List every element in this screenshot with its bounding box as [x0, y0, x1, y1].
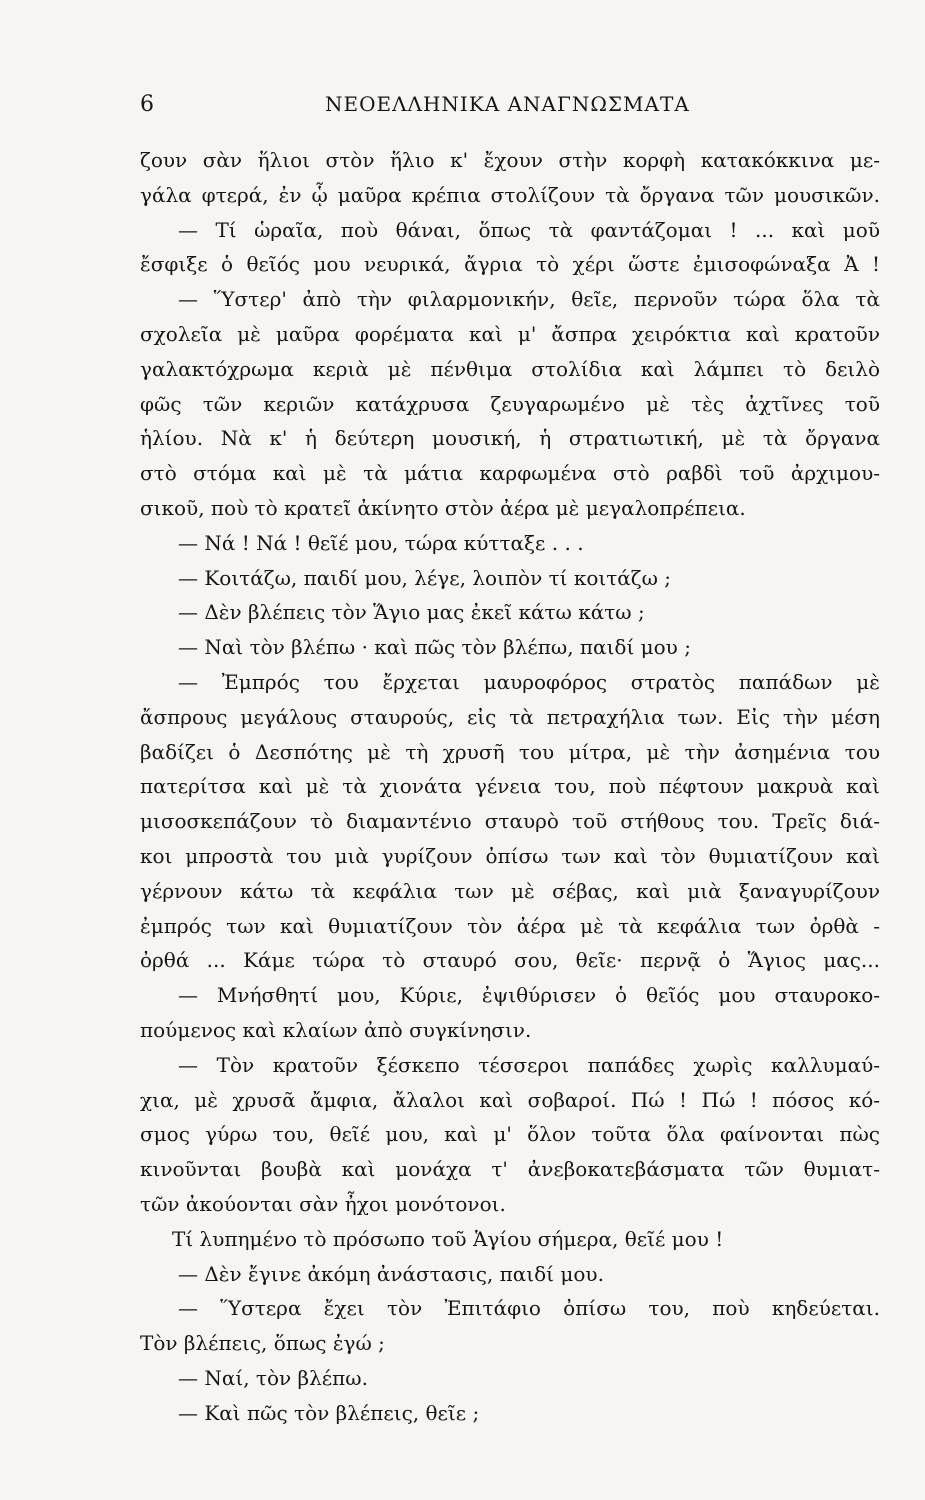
- text-line: — Τὸν κρατοῦν ξέσκεπο τέσσεροι παπάδες χωρὶς καλλυμαύ-: [178, 1052, 880, 1077]
- body-text: [140, 143, 880, 1430]
- text-line: σικοῦ, ποὺ τὸ κρατεῖ ἀκίνητο στὸν ἀέρα μὲ μεγαλοπρέπεια.: [140, 495, 746, 520]
- text-line: Τί λυπημένο τὸ πρόσωπο τοῦ Ἁγίου σήμερα, θεῖέ μου !: [172, 1226, 724, 1251]
- text-line: ἡλίου. Νὰ κ' ἡ δεύτερη μουσική, ἡ στρατιωτική, μὲ τὰ ὄργανα: [140, 426, 880, 451]
- text-line: τῶν ἀκούονται σὰν ἦχοι μονότονοι.: [140, 1191, 506, 1216]
- text-line: χια, μὲ χρυσᾶ ἄμφια, ἄλαλοι καὶ σοβαροί. Πώ ! Πώ ! πόσος κό-: [140, 1087, 880, 1112]
- text-line: — Μνήσθητί μου, Κύριε, ἐψιθύρισεν ὁ θεῖός μου σταυροκο-: [178, 983, 880, 1008]
- text-line: ἔσφιξε ὁ θεῖός μου νευρικά, ἄγρια τὸ χέρι ὥστε ἐμισοφώναξα Ἀ !: [140, 252, 880, 277]
- text-line: μισοσκεπάζουν τὸ διαμαντένιο σταυρὸ τοῦ στήθους του. Τρεῖς διά-: [140, 809, 880, 834]
- text-line: Τὸν βλέπεις, ὅπως ἐγώ ;: [140, 1331, 385, 1356]
- text-line: σχολεῖα μὲ μαῦρα φορέματα καὶ μ' ἄσπρα χειρόκτια καὶ κρατοῦν: [140, 321, 880, 346]
- text-line: γέρνουν κάτω τὰ κεφάλια των μὲ σέβας, καὶ μιὰ ξαναγυρίζουν: [140, 878, 880, 903]
- text-line: — Ναὶ τὸν βλέπω · καὶ πῶς τὸν βλέπω, παιδί μου ;: [178, 635, 691, 660]
- text-line: γάλα φτερά, ἐν ᾧ μαῦρα κρέπια στολίζουν τὰ ὄργανα τῶν μουσικῶν.: [140, 182, 880, 207]
- text-line: στὸ στόμα καὶ μὲ τὰ μάτια καρφωμένα στὸ ραβδὶ τοῦ ἀρχιμου-: [140, 461, 880, 486]
- text-line: — Τί ὡραῖα, ποὺ θάναι, ὅπως τὰ φαντάζομαι ! ... καὶ μοῦ: [178, 217, 880, 242]
- running-title: ΝΕΟΕΛΛΗΝΙΚΑ ΑΝΑΓΝΩΣΜΑΤΑ: [325, 92, 690, 116]
- page-header: [140, 92, 880, 132]
- text-line: ζουν σὰν ἥλιοι στὸν ἥλιο κ' ἔχουν στὴν κορφὴ κατακόκκινα με-: [140, 148, 880, 172]
- text-line: — Δὲν ἔγινε ἀκόμη ἀνάστασις, παιδί μου.: [178, 1261, 604, 1286]
- text-line: — Ὕστερ' ἀπὸ τὴν φιλαρμονικήν, θεῖε, περνοῦν τώρα ὅλα τὰ: [178, 287, 880, 312]
- text-line: κινοῦνται βουβὰ καὶ μονάχα τ' ἀνεβοκατεβάσματα τῶν θυμιατ-: [140, 1157, 880, 1182]
- text-line: — Ναί, τὸν βλέπω.: [178, 1365, 368, 1390]
- text-line: πατερίτσα καὶ μὲ τὰ χιονάτα γένεια του, ποὺ πέφτουν μακρυὰ καὶ: [140, 774, 880, 799]
- text-line: φῶς τῶν κεριῶν κατάχρυσα ζευγαρωμένο μὲ τὲς ἀχτῖνες τοῦ: [140, 391, 880, 416]
- text-line: πούμενος καὶ κλαίων ἀπὸ συγκίνησιν.: [140, 1017, 532, 1042]
- page-number: 6: [140, 92, 154, 117]
- text-line: — Δὲν βλέπεις τὸν Ἅγιο μας ἐκεῖ κάτω κάτω ;: [178, 600, 645, 625]
- text-line: — Ἐμπρός του ἔρχεται μαυροφόρος στρατὸς παπάδων μὲ: [178, 669, 880, 694]
- text-line: — Ὕστερα ἔχει τὸν Ἐπιτάφιο ὀπίσω του, ποὺ κηδεύεται.: [178, 1296, 880, 1321]
- text-line: βαδίζει ὁ Δεσπότης μὲ τὴ χρυσῆ του μίτρα, μὲ τὴν ἀσημένια του: [140, 739, 880, 764]
- text-line: σμος γύρω του, θεῖέ μου, καὶ μ' ὅλον τοῦτα ὅλα φαίνονται πὼς: [140, 1122, 880, 1147]
- text-line: κοι μπροστὰ του μιὰ γυρίζουν ὀπίσω των καὶ τὸν θυμιατίζουν καὶ: [140, 843, 880, 868]
- text-line: ἄσπρους μεγάλους σταυρούς, εἰς τὰ πετραχήλια των. Εἰς τὴν μέση: [140, 704, 880, 729]
- text-line: ὀρθά ... Κάμε τώρα τὸ σταυρό σου, θεῖε· περνᾷ ὁ Ἅγιος μας...: [140, 948, 880, 973]
- text-line: ἐμπρός των καὶ θυμιατίζουν τὸν ἀέρα μὲ τὰ κεφάλια των ὀρθὰ -: [140, 913, 880, 938]
- text-line: — Καὶ πῶς τὸν βλέπεις, θεῖε ;: [178, 1400, 480, 1425]
- text-line: — Κοιτάζω, παιδί μου, λέγε, λοιπὸν τί κοιτάζω ;: [178, 565, 672, 590]
- text-line: γαλακτόχρωμα κεριὰ μὲ πένθιμα στολίδια καὶ λάμπει τὸ δειλὸ: [140, 356, 880, 381]
- text-line: — Νά ! Νά ! θεῖέ μου, τώρα κύτταξε . . .: [178, 530, 584, 555]
